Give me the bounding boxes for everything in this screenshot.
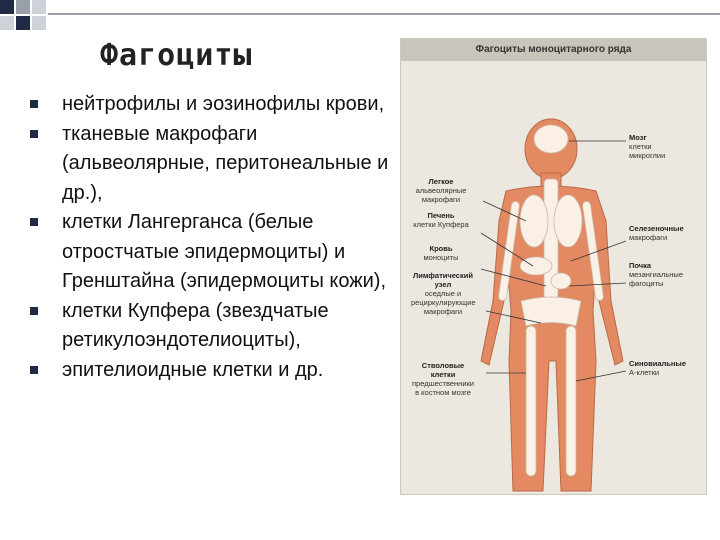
bullet-text: эпителиоидные клетки и др. <box>62 358 324 381</box>
bullet-marker-icon <box>30 366 38 374</box>
bullet-marker-icon <box>30 218 38 226</box>
label-kidney: Почка мезангиальные фагоциты <box>629 261 683 288</box>
phagocyte-figure <box>400 38 707 495</box>
label-liver: Печень клетки Купфера <box>413 211 469 229</box>
label-lymph: Лимфатический узел оседлые и рециркулирующие макрофаги <box>411 271 476 316</box>
label-spleen: Селезеночные макрофаги <box>629 224 684 242</box>
decorative-corner-squares <box>0 0 720 40</box>
bullet-marker-icon <box>30 100 38 108</box>
label-blood: Кровь моноциты <box>423 244 459 262</box>
label-stem-cells: Стволовые клетки предшественники в костном мозге <box>411 361 474 397</box>
bullet-item <box>30 356 390 386</box>
bullet-marker-icon <box>30 130 38 138</box>
bullet-item <box>30 208 390 297</box>
bullet-item <box>30 90 390 120</box>
bullet-item <box>30 297 390 356</box>
figure-header <box>401 39 706 61</box>
slide-title: Фагоциты <box>100 38 253 73</box>
bullet-item <box>30 120 390 209</box>
bullet-marker-icon <box>30 307 38 315</box>
label-brain: Мозг клетки микроглии <box>629 133 666 160</box>
label-lung: Легкое альвеолярные макрофаги <box>415 177 467 204</box>
bullet-text: клетки Купфера (звездчатые ретикулоэндотелиоциты), <box>62 299 329 351</box>
bullet-text: нейтрофилы и эозинофилы крови, <box>62 93 385 115</box>
label-synovial: Синовиальные А-клетки <box>629 359 687 377</box>
figure-title: Фагоциты моноцитарного ряда <box>475 44 632 55</box>
bullet-list <box>30 90 390 385</box>
bullet-text: тканевые макрофаги (альвеолярные, перитонеальные и др.), <box>62 122 389 204</box>
bullet-text: клетки Лангерганса (белые отростчатые эпидермоциты) и Гренштайна (эпидермоциты кожи), <box>62 211 387 292</box>
